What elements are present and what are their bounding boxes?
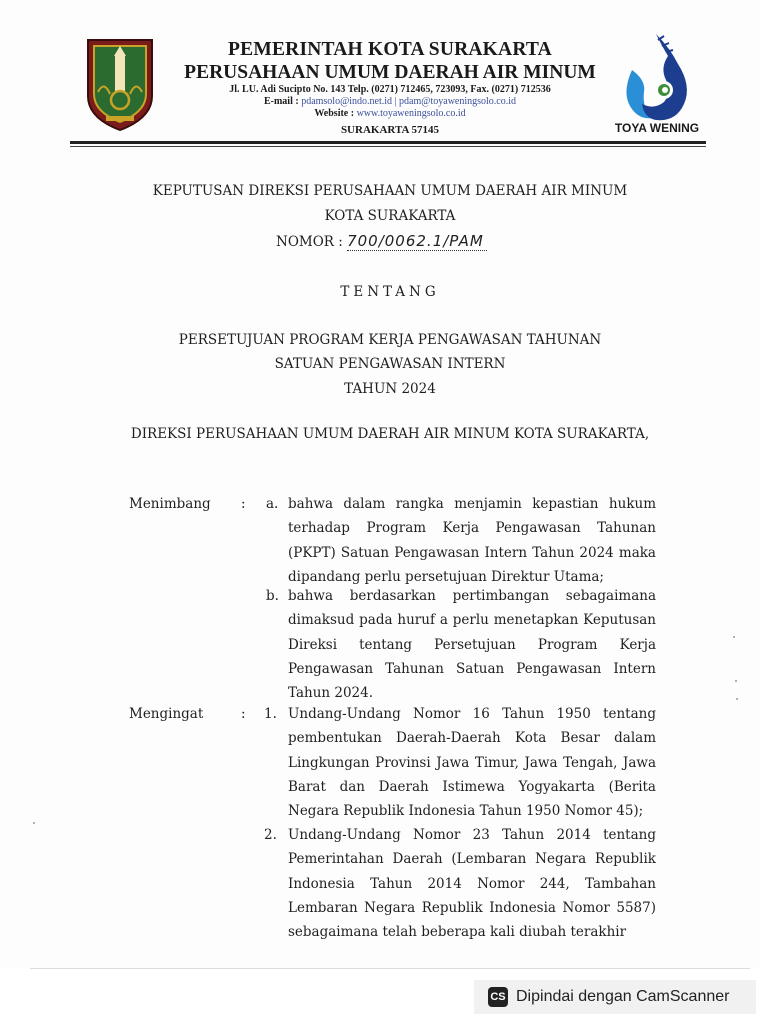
website-label: Website : — [314, 108, 355, 119]
mengingat-item1-text: Undang-Undang Nomor 16 Tahun 1950 tentang pembentukan Daerah-Daerah Kota Besar dalam Lingkungan Provinsi Jawa Timur, Jawa Tengah, Jawa Barat dan Daerah Istimewa Yogyakarta (Berita Negara Republik Indonesia Tahun 1950 Nomor 45); — [288, 706, 656, 820]
website-link[interactable]: www.toyaweningsolo.co.id — [356, 108, 466, 119]
surakarta-seal-icon — [84, 36, 156, 132]
email-label: E-mail : — [263, 96, 299, 107]
menimbang-a-marker: a. — [266, 496, 279, 512]
letterhead-company: PERUSAHAAN UMUM DAERAH AIR MINUM — [184, 62, 596, 83]
menimbang-label: Menimbang — [129, 496, 211, 512]
letterhead-city: SURAKARTA 57145 — [340, 124, 440, 136]
decree-number — [276, 232, 487, 251]
direksi-heading: DIREKSI PERUSAHAAN UMUM DAERAH AIR MINUM KOTA SURAKARTA, — [130, 426, 650, 442]
camscanner-watermark — [474, 980, 756, 1014]
letterhead-rule-thick — [70, 141, 706, 144]
tentang-heading: TENTANG — [340, 284, 440, 300]
camscanner-icon: CS — [488, 987, 508, 1007]
mengingat-item2-text: Undang-Undang Nomor 23 Tahun 2014 tentang Pemerintahan Daerah (Lembaran Negara Republik Indonesia Tahun 2014 Nomor 244, Tambahan Lembaran Negara Republik Indonesia Nomor 5587) sebagaimana telah beberapa kali diubah terakhir — [288, 827, 656, 941]
email-link[interactable]: pdamsolo@indo.net.id | pdam@toyaweningsolo.co.id — [301, 96, 517, 107]
letterhead-website — [170, 108, 610, 119]
decree-title-line1: KEPUTUSAN DIREKSI PERUSAHAAN UMUM DAERAH AIR MINUM — [152, 183, 628, 199]
menimbang-b-marker: b. — [266, 588, 279, 604]
menimbang-b-text: bahwa berdasarkan pertimbangan sebagaimana dimaksud pada huruf a perlu menetapkan Keputusan Direksi tentang Persetujuan Program Kerja Pengawasan Tahunan Satuan Pengawasan Intern Tahun 2024. — [288, 588, 656, 702]
mengingat-label: Mengingat — [129, 706, 204, 722]
mengingat-colon: : — [241, 706, 246, 722]
decree-title-line2: KOTA SURAKARTA — [324, 208, 456, 224]
subject-line3: TAHUN 2024 — [344, 381, 436, 397]
letterhead-address: Jl. LU. Adi Sucipto No. 143 Telp. (0271) 712465, 723093, Fax. (0271) 712536 — [229, 84, 551, 95]
page-bottom-edge — [30, 968, 750, 969]
scan-speck — [733, 636, 735, 638]
letterhead-rule-thin — [70, 146, 706, 147]
subject-line1: PERSETUJUAN PROGRAM KERJA PENGAWASAN TAHUNAN — [178, 332, 602, 348]
nomor-handwritten-value: 700/0062.1/PAM — [347, 232, 487, 251]
nomor-label: NOMOR : — [276, 234, 343, 250]
subject-line2: SATUAN PENGAWASAN INTERN — [274, 356, 506, 372]
toya-wening-brand: TOYA WENING — [614, 121, 700, 135]
menimbang-a-text: bahwa dalam rangka menjamin kepastian hukum terhadap Program Kerja Pengawasan Tahunan (PKPT) Satuan Pengawasan Intern Tahun 2024 maka dipandang perlu persetujuan Direktur Utama; — [288, 496, 656, 585]
scan-speck — [735, 680, 737, 682]
mengingat-item2-marker: 2. — [264, 827, 277, 843]
menimbang-colon: : — [241, 496, 246, 512]
camscanner-text: Dipindai dengan CamScanner — [516, 988, 730, 1005]
letterhead-government: PEMERINTAH KOTA SURAKARTA — [228, 39, 552, 60]
mengingat-item1-marker: 1. — [264, 706, 277, 722]
scan-speck — [736, 698, 738, 700]
letterhead-email — [170, 96, 610, 107]
scan-speck — [33, 822, 35, 824]
